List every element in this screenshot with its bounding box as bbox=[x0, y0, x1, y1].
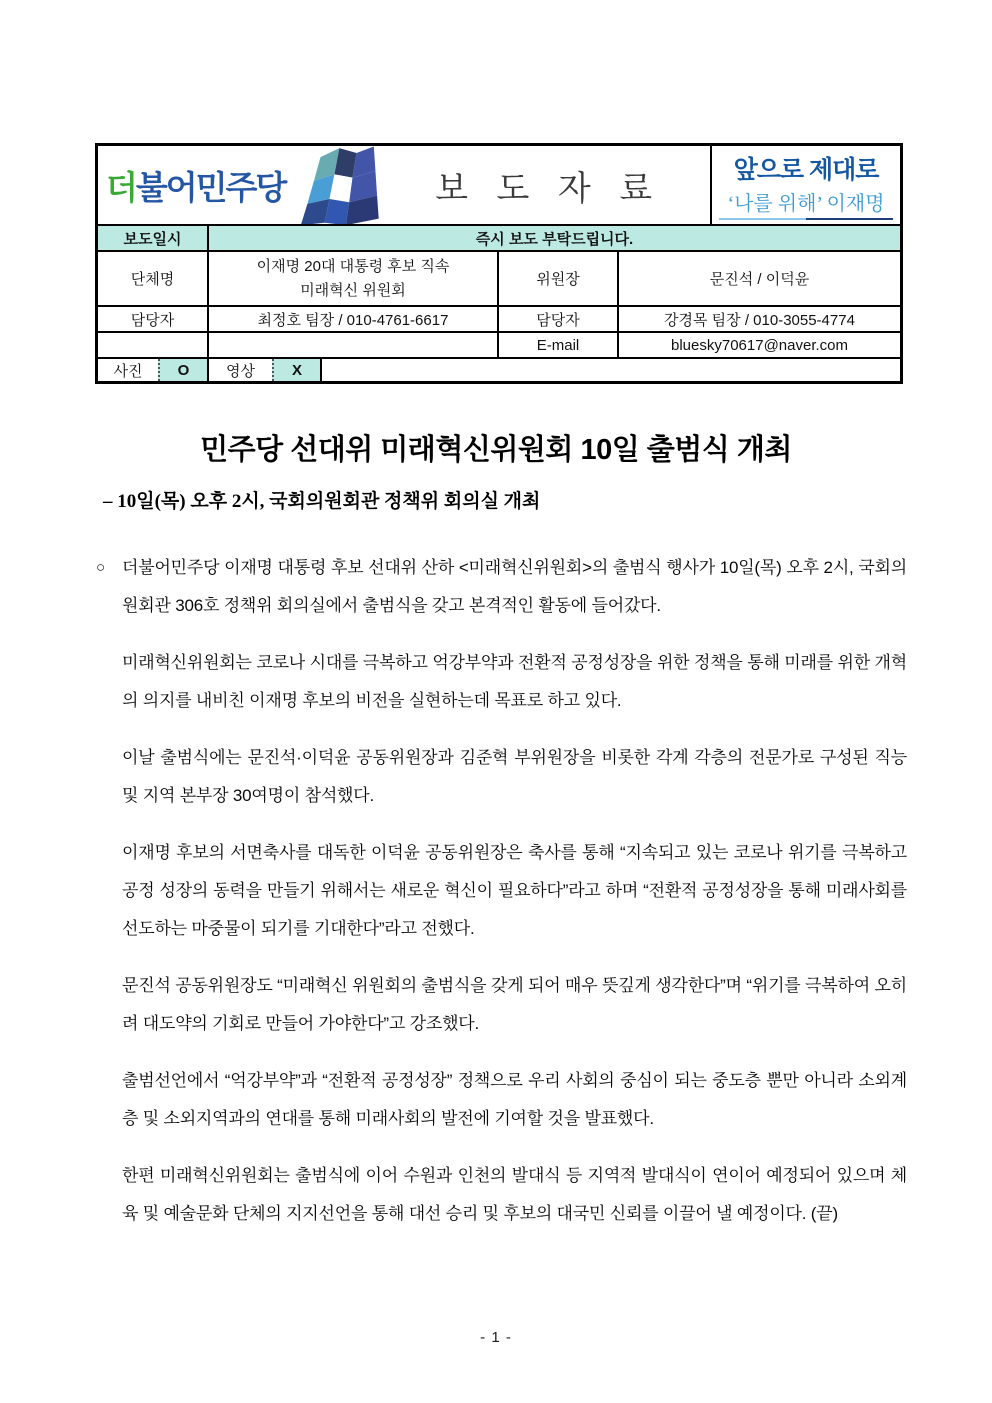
page-number: - 1 - bbox=[480, 1329, 512, 1346]
body-paragraph-5: 문진석 공동위원장도 “미래혁신 위원회의 출범식을 갖게 되어 매우 뜻깊게 생각한다”며 “위기를 극복하여 오히려 대도약의 기회로 만들어 가야한다”고 강조했다. bbox=[122, 976, 907, 1033]
video-label: 영상 bbox=[207, 359, 272, 381]
body-paragraph-1 bbox=[95, 549, 907, 625]
photo-flag-value: O bbox=[158, 359, 207, 381]
contact1-label: 담당자 bbox=[130, 311, 175, 329]
contact1-value: 최정호 팀장 / 010-4761-6617 bbox=[207, 307, 497, 331]
org-value-line1: 이재명 20대 대통령 후보 직속 bbox=[256, 257, 450, 275]
paragraph-text: 더불어민주당 이재명 대통령 후보 선대위 산하 <미래혁신위원회>의 출범식 행사가 10일(목) 오후 2시, 국회의원회관 306호 정책위 회의실에서 출범식을 갖고 본격적인 활동에 들어갔다. bbox=[122, 558, 907, 615]
party-logo-text-green: 더 bbox=[106, 168, 136, 206]
email-label: E-mail bbox=[497, 333, 617, 357]
party-logo-text-blue: 불어민주당 bbox=[135, 168, 286, 206]
table-row-organization bbox=[98, 250, 900, 305]
party-logo-text bbox=[106, 162, 285, 209]
body-paragraph-3: 이날 출범식에는 문진석·이덕윤 공동위원장과 김준혁 부위원장을 비롯한 각계 각층의 전문가로 구성된 직능 및 지역 본부장 30여명이 참석했다. bbox=[122, 748, 907, 805]
table-row-release bbox=[98, 224, 900, 250]
document-type-title: 보 도 자 료 bbox=[435, 170, 663, 208]
empty-cell bbox=[98, 333, 207, 357]
body-paragraph-6: 출범선언에서 “억강부약”과 “전환적 공정성장” 정책으로 우리 사회의 중심이 되는 중도층 뿐만 아니라 소외계층 및 소외지역과의 연대를 통해 미래사회의 발전에 기여할 것을 발표했다. bbox=[122, 1071, 907, 1128]
empty-cell bbox=[320, 359, 900, 381]
slogan-underline bbox=[719, 218, 893, 220]
body-paragraph-2: 미래혁신위원회는 코로나 시대를 극복하고 억강부약과 전환적 공정성장을 위한 정책을 통해 미래를 위한 개혁의 의지를 내비친 이재명 후보의 비전을 실현하는데 목표로 하고 있다. bbox=[122, 653, 907, 710]
contact2-value: 강경목 팀장 / 010-3055-4774 bbox=[617, 307, 900, 331]
slogan-line1: 앞으로 제대로 bbox=[733, 156, 879, 184]
press-header-table bbox=[95, 143, 903, 384]
photo-label: 사진 bbox=[113, 362, 143, 380]
release-date-value: 즉시 보도 부탁드립니다. bbox=[207, 226, 900, 250]
email-value: bluesky70617@naver.com bbox=[617, 333, 900, 357]
table-row-email bbox=[98, 331, 900, 357]
party-flag-icon bbox=[291, 146, 391, 224]
press-release-subheadline: – 10일(목) 오후 2시, 국회의원회관 정책위 회의실 개최 bbox=[103, 491, 541, 512]
campaign-slogan-cell bbox=[710, 146, 900, 224]
release-date-label: 보도일시 bbox=[98, 226, 207, 250]
chair-label: 위원장 bbox=[497, 252, 617, 305]
contact2-label: 담당자 bbox=[497, 307, 617, 331]
org-label: 단체명 bbox=[130, 271, 175, 288]
press-release-body bbox=[95, 549, 907, 1252]
chair-value: 문진석 / 이덕윤 bbox=[617, 252, 900, 305]
org-value-line2: 미래혁신 위원회 bbox=[300, 281, 406, 299]
body-paragraph-4: 이재명 후보의 서면축사를 대독한 이덕윤 공동위원장은 축사를 통해 “지속되고 있는 코로나 위기를 극복하고 공정 성장의 동력을 만들기 위해서는 새로운 혁신이 필요하다”라고 하며 “전환적 공정성장을 통해 미래사회를 선도하는 마중물이 되기를 기대한다”라고 전했다. bbox=[122, 843, 907, 938]
slogan-line2: ‘나를 위해’ 이재명 bbox=[727, 193, 885, 215]
press-release-headline: 민주당 선대위 미래혁신위원회 10일 출범식 개최 bbox=[200, 434, 792, 466]
table-row-contacts bbox=[98, 305, 900, 331]
org-value bbox=[207, 252, 497, 305]
table-row-media-flags bbox=[98, 357, 900, 381]
empty-cell bbox=[207, 333, 497, 357]
table-row-masthead bbox=[98, 146, 900, 224]
video-flag-value: X bbox=[272, 359, 320, 381]
body-paragraph-7: 한편 미래혁신위원회는 출범식에 이어 수원과 인천의 발대식 등 지역적 발대식이 연이어 예정되어 있으며 체육 및 예술문화 단체의 지지선언을 통해 대선 승리 및 후보의 대국민 신뢰를 이끌어 낼 예정이다. (끝) bbox=[122, 1166, 907, 1223]
masthead-cell bbox=[98, 146, 710, 224]
party-logo bbox=[106, 146, 391, 224]
circle-bullet: ○ bbox=[96, 559, 105, 576]
